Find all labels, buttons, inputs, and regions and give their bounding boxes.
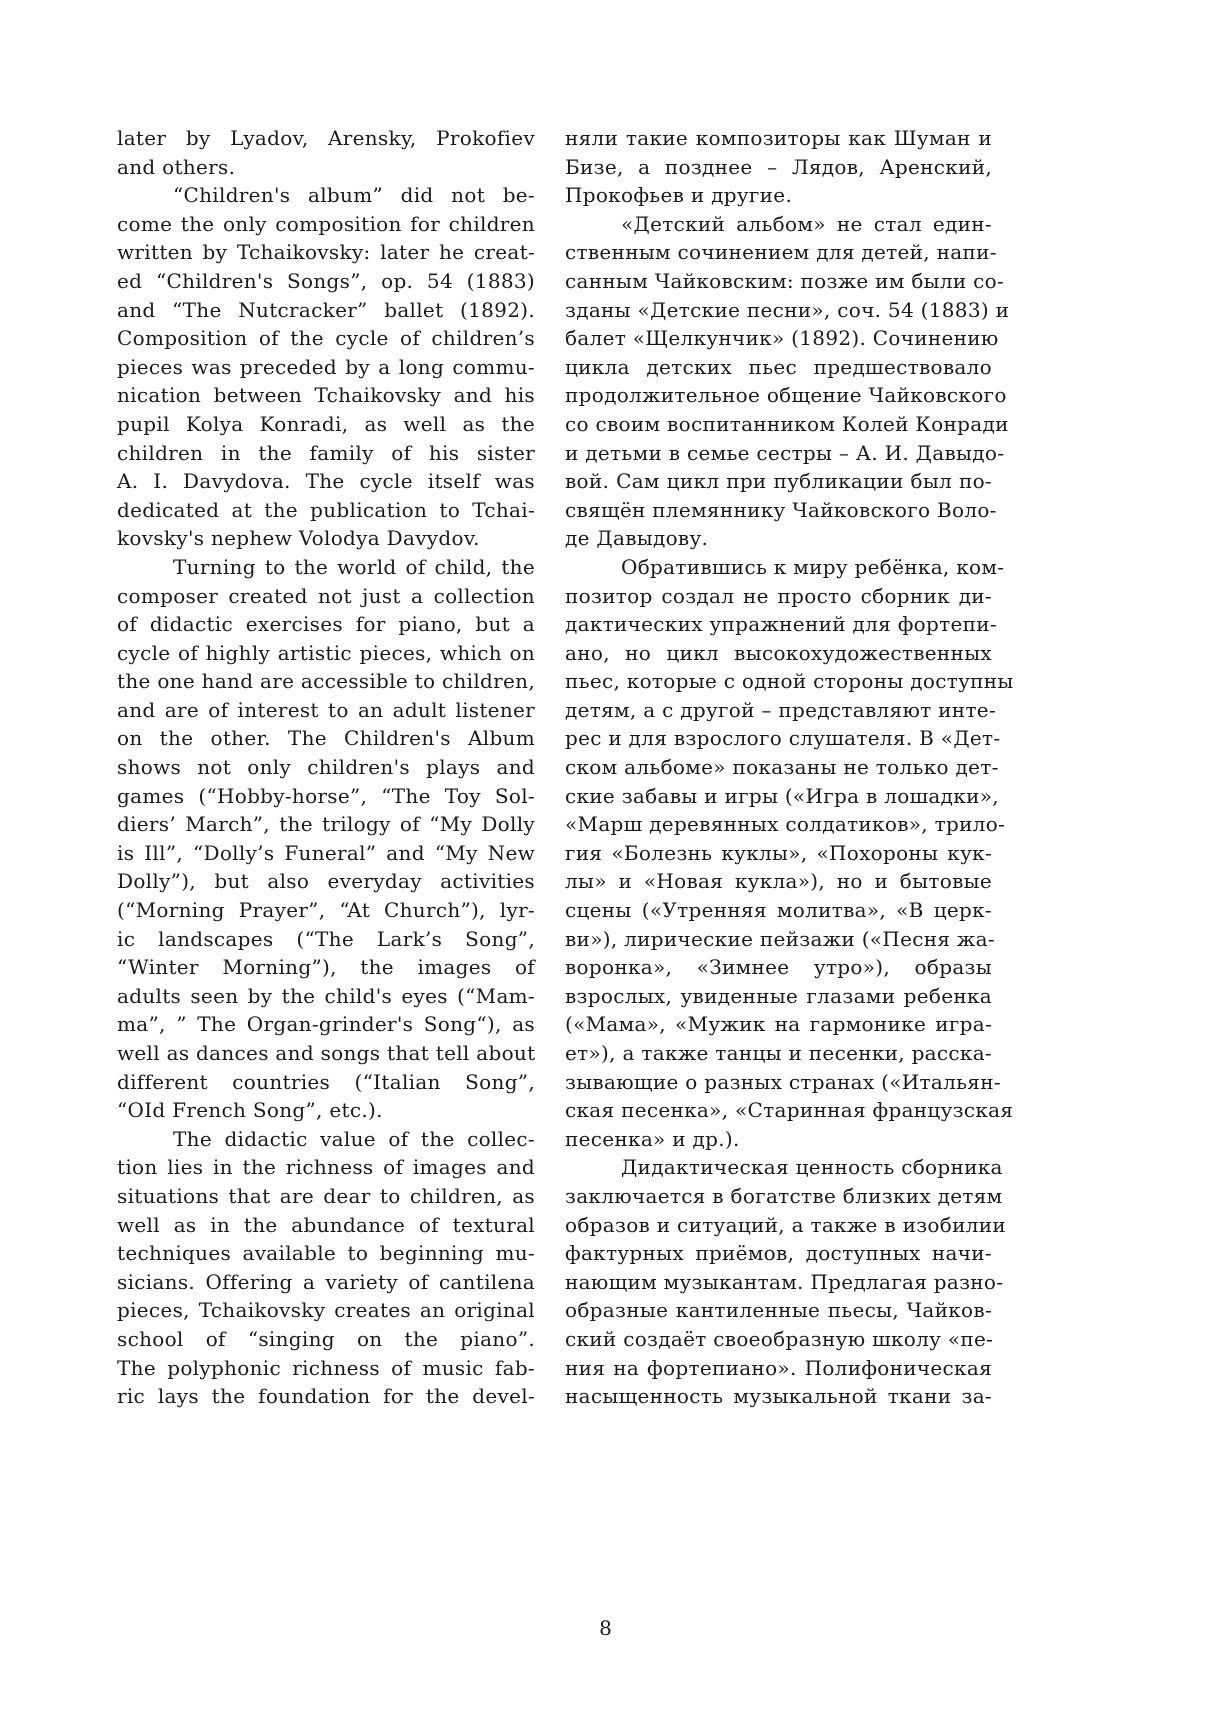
text-line: the one hand are accessible to children, — [117, 669, 535, 694]
text-line: санным Чайковским: позже им были со- — [565, 268, 1005, 293]
text-line: games (“Hobby-horse”, “The Toy Sol- — [117, 783, 535, 808]
text-line: ния на фортепиано». Полифоническая — [565, 1355, 992, 1380]
text-line: образов и ситуаций, а также в изобилии — [565, 1212, 1006, 1237]
text-line: diers’ March”, the trilogy of “My Dolly — [117, 812, 535, 837]
text-line: ric lays the foundation for the devel- — [117, 1384, 535, 1409]
text-line: Dolly”), but also everyday activities — [117, 869, 535, 894]
text-line: ская песенка», «Старинная французская — [565, 1098, 1014, 1123]
text-line: of didactic exercises for piano, but a — [117, 612, 535, 637]
text-line: позитор создал не просто сборник ди- — [565, 583, 992, 608]
text-line: kovsky's nephew Volodya Davydov. — [117, 526, 480, 551]
text-line: is Ill”, “Dolly’s Funeral” and “My New — [117, 840, 535, 865]
text-line: “OId French Song”, etc.). — [117, 1098, 383, 1123]
text-line: сцены («Утренняя молитва», «В церк- — [565, 898, 992, 923]
text-line: “Winter Morning”), the images of — [117, 955, 535, 980]
page-number: 8 — [599, 1616, 612, 1640]
text-line: cycle of highly artistic pieces, which on — [117, 640, 535, 665]
text-line: nication between Tchaikovsky and his — [117, 383, 535, 408]
text-line: (“Morning Prayer”, “At Church”), lyr- — [117, 898, 535, 923]
text-line: «Марш деревянных солдатиков», трило- — [565, 812, 1006, 837]
text-line: ственным сочинением для детей, напи- — [565, 240, 997, 265]
text-line: Дидактическая ценность сборника — [621, 1155, 1003, 1180]
text-line: techniques available to beginning mu- — [117, 1241, 535, 1266]
text-line: со своим воспитанником Колей Конради — [565, 411, 1009, 436]
text-line: детям, а с другой – представляют инте- — [565, 697, 996, 722]
text-line: свящён племяннику Чайковского Воло- — [565, 497, 997, 522]
text-line: situations that are dear to children, as — [117, 1183, 535, 1208]
text-line: tion lies in the richness of images and — [117, 1155, 535, 1180]
text-line: ви»), лирические пейзажи («Песня жа- — [565, 926, 995, 951]
text-line: pieces was preceded by a long commu- — [117, 354, 535, 379]
text-line: dedicated at the publication to Tchai- — [117, 497, 535, 522]
text-line: де Давыдову. — [565, 526, 709, 551]
text-line: Бизе, а позднее – Лядов, Аренский, — [565, 154, 992, 179]
text-line: заключается в богатстве близких детям — [565, 1183, 1003, 1208]
text-line: and “The Nutcracker” ballet (1892). — [117, 297, 535, 322]
text-line: Обратившись к миру ребёнка, ком- — [621, 554, 1005, 579]
text-line: The didactic value of the collec- — [173, 1126, 535, 1151]
text-line: The polyphonic richness of music fab- — [117, 1355, 535, 1380]
text-line: воронка», «Зимнее утро»), образы — [565, 955, 992, 980]
text-line: няли такие композиторы как Шуман и — [565, 126, 992, 150]
text-line: later by Lyadov, Arensky, Prokofiev — [117, 126, 535, 150]
text-line: продолжительное общение Чайковского — [565, 383, 1007, 408]
text-line: ет»), а также танцы и песенки, расска- — [565, 1041, 992, 1065]
text-line: composer created not just a collection — [117, 583, 535, 608]
text-line: зывающие о разных странах («Итальян- — [565, 1069, 1001, 1094]
text-line: well as in the abundance of textural — [117, 1212, 535, 1237]
text-line: shows not only children's plays and — [117, 755, 535, 780]
text-line: Прокофьев и другие. — [565, 183, 793, 208]
text-line: “Children's album” did not be- — [173, 183, 535, 208]
text-line: образные кантиленные пьесы, Чайков- — [565, 1298, 992, 1323]
text-line: и детьми в семье сестры – А. И. Давыдо- — [565, 440, 1005, 465]
text-line: children in the family of his sister — [117, 440, 535, 465]
text-line: school of “singing on the piano”. — [117, 1326, 535, 1351]
text-line: and are of interest to an adult listener — [117, 697, 535, 722]
text-line: pieces, Tchaikovsky creates an original — [117, 1298, 535, 1323]
text-line: вой. Сам цикл при публикации был по- — [565, 469, 992, 494]
text-line: ma”, ” The Organ-grinder's Song“), as — [117, 1012, 535, 1037]
text-line: ский создаёт своеобразную школу «пе- — [565, 1326, 994, 1351]
text-line: written by Tchaikovsky: later he creat- — [117, 240, 535, 265]
text-line: взрослых, увиденные глазами ребенка — [565, 983, 992, 1008]
text-line: «Детский альбом» не стал един- — [621, 211, 992, 236]
text-line: ic landscapes (“The Lark’s Song”, — [117, 926, 535, 951]
text-line: («Мама», «Мужик на гармонике игра- — [565, 1012, 992, 1037]
text-line: ано, но цикл высокохудожественных — [565, 640, 992, 665]
text-line: пьес, которые с одной стороны доступны — [565, 669, 1014, 694]
text-line: Turning to the world of child, the — [173, 554, 535, 579]
text-line: дактических упражнений для фортепи- — [565, 612, 997, 637]
text-line: рес и для взрослого слушателя. В «Дет- — [565, 726, 1001, 751]
text-line: on the other. The Children's Album — [117, 726, 535, 751]
text-line: A. I. Davydova. The cycle itself was — [117, 469, 535, 494]
text-line: adults seen by the child's eyes (“Mam- — [117, 983, 535, 1008]
text-line: different countries (“Italian Song”, — [117, 1069, 535, 1094]
english-text-column — [117, 124, 535, 1411]
russian-text-column — [565, 124, 1014, 1411]
text-line: насыщенность музыкальной ткани за- — [565, 1384, 992, 1409]
text-line: гия «Болезнь куклы», «Похороны кук- — [565, 840, 992, 865]
text-line: балет «Щелкунчик» (1892). Сочинению — [565, 326, 999, 351]
text-line: well as dances and songs that tell about — [117, 1041, 536, 1065]
text-line: цикла детских пьес предшествовало — [565, 354, 992, 379]
text-line: фактурных приёмов, доступных начи- — [565, 1241, 992, 1266]
text-line: ские забавы и игры («Игра в лошадки», — [565, 783, 999, 808]
text-line: and others. — [117, 154, 236, 179]
text-line: песенка» и др.). — [565, 1126, 740, 1151]
text-line: ском альбоме» показаны не только дет- — [565, 755, 999, 780]
text-line: ed “Children's Songs”, op. 54 (1883) — [117, 268, 535, 293]
text-line: come the only composition for children — [117, 211, 535, 236]
text-line: нающим музыкантам. Предлагая разно- — [565, 1269, 1004, 1294]
text-line: sicians. Offering a variety of cantilena — [117, 1269, 535, 1294]
text-line: зданы «Детские песни», соч. 54 (1883) и — [565, 297, 1010, 322]
text-line: Composition of the cycle of children’s — [117, 326, 535, 351]
text-line: pupil Kolya Konradi, as well as the — [117, 411, 535, 436]
text-line: лы» и «Новая кукла»), но и бытовые — [565, 869, 992, 894]
